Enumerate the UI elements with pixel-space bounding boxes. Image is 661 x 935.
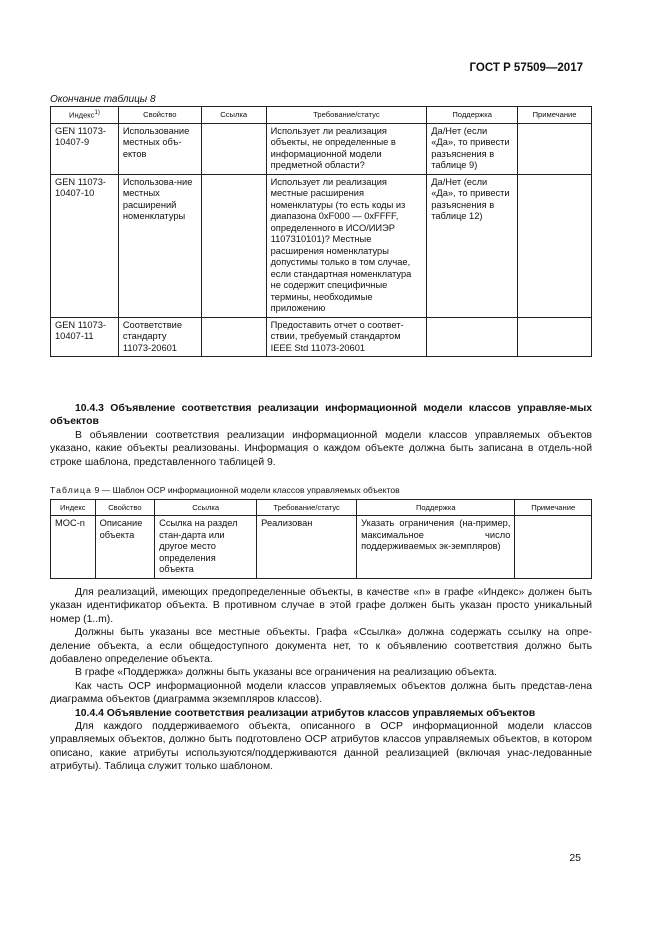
page-number: 25 bbox=[569, 852, 581, 864]
cell-note bbox=[518, 123, 592, 174]
cell-support: Да/Нет (если «Да», то привести разъяснения в таблице 12) bbox=[427, 174, 518, 317]
cell-requirement: Реализован bbox=[257, 516, 357, 579]
paragraph: В объявлении соответствия реализации информационной модели классов управляемых объектов указано, какие объекты реализованы. Информация о каждом объекте должна быть записана в отдель-ной строке шаблона, представленного таблицей 9. bbox=[50, 429, 592, 468]
table-8 bbox=[50, 106, 592, 357]
cell-property: Использова-ние местных расширений номенклатуры bbox=[118, 174, 201, 317]
cell-requirement: Предоставить отчет о соответ-ствии, требуемый стандартом IEEE Std 11073-20601 bbox=[266, 317, 427, 357]
col-header-index: Индекс$^{1)}$ bbox=[51, 107, 119, 124]
cell-index: GEN 11073-10407-10 bbox=[51, 174, 119, 317]
cell-index: GEN 11073-10407-9 bbox=[51, 123, 119, 174]
paragraph: В графе «Поддержка» должны быть указаны все ограничения на реализацию объекта. bbox=[75, 667, 497, 679]
col-header-property: Свойство bbox=[95, 500, 155, 516]
col-header-reference: Ссылка bbox=[201, 107, 266, 124]
col-header-support: Поддержка bbox=[357, 500, 515, 516]
cell-reference bbox=[201, 317, 266, 357]
cell-property: Описание объекта bbox=[95, 516, 155, 579]
cell-index: GEN 11073-10407-11 bbox=[51, 317, 119, 357]
cell-note bbox=[515, 516, 592, 579]
table9-caption bbox=[50, 485, 400, 495]
table-row bbox=[51, 123, 592, 174]
table9-caption-label: Таблица bbox=[50, 485, 93, 495]
table-header-row bbox=[51, 107, 592, 124]
cell-reference bbox=[201, 123, 266, 174]
table-row bbox=[51, 516, 592, 579]
section-heading-1043: 10.4.3 Объявление соответствия реализации информационной модели классов управляе-мых объектов bbox=[50, 403, 592, 428]
cell-requirement: Использует ли реализация местные расширения номенклатуры (то есть коды из диапазона 0xF000 — 0xFFFF, определенного в ИСО/ИИЭР 1107310101)? Местные расширения номенклатуры допустимы только в том случае, если стандартная номенклатура не содержит специфичные термины, необходимые приложению bbox=[266, 174, 427, 317]
section-1043 bbox=[50, 402, 592, 469]
col-header-property: Свойство bbox=[118, 107, 201, 124]
col-header-requirement: Требование/статус bbox=[257, 500, 357, 516]
table-row bbox=[51, 174, 592, 317]
cell-index: MOC-n bbox=[51, 516, 96, 579]
cell-note bbox=[518, 174, 592, 317]
col-header-reference: Ссылка bbox=[155, 500, 257, 516]
cell-reference bbox=[201, 174, 266, 317]
col-header-note: Примечание bbox=[515, 500, 592, 516]
table-9 bbox=[50, 499, 592, 579]
cell-note bbox=[518, 317, 592, 357]
paragraph: Как часть ОСР информационной модели классов управляемых объектов должна быть представ-лена диаграмма объектов (диаграмма экземпляров классов). bbox=[50, 680, 592, 706]
paragraph: Должны быть указаны все местные объекты. Графа «Ссылка» должна содержать ссылку на опре-деление объекта, а если общедоступного документа нет, то к объявлению соответствия должно быть добавлено определение объекта. bbox=[50, 627, 592, 666]
paragraph: Для реализаций, имеющих предопределенные объекты, в качестве «n» в графе «Индекс» должен быть указан идентификатор объекта. В противном случае в этой графе должен быть указан просто уникальный номер (1..m). bbox=[50, 587, 592, 625]
body-text bbox=[50, 586, 592, 774]
col-header-requirement: Требование/статус bbox=[266, 107, 427, 124]
paragraph: Для каждого поддерживаемого объекта, описанного в ОСР информационной модели классов управляемых объектов, должно быть подготовлено ОСР атрибутов классов управляемых объектов, в котором описано, какие атрибуты используются/поддерживаются данной реализацией (включая унас-ледованные атрибуты). Таблица служит только шаблоном. bbox=[50, 721, 592, 773]
cell-support: Да/Нет (если «Да», то привести разъяснения в таблице 9) bbox=[427, 123, 518, 174]
col-header-support: Поддержка bbox=[427, 107, 518, 124]
cell-property: Соответствие стандарту 11073-20601 bbox=[118, 317, 201, 357]
table-header-row bbox=[51, 500, 592, 516]
table-row bbox=[51, 317, 592, 357]
table9-caption-text: 9 — Шаблон ОСР информационной модели классов управляемых объектов bbox=[94, 485, 400, 495]
section-heading-1044: 10.4.4 Объявление соответствия реализации атрибутов классов управляемых объектов bbox=[75, 707, 536, 719]
cell-support bbox=[427, 317, 518, 357]
table8-caption: Окончание таблицы 8 bbox=[50, 94, 156, 105]
col-header-index: Индекс bbox=[51, 500, 96, 516]
cell-support: Указать ограничения (на-пример, максимальное число поддерживаемых эк-земпляров) bbox=[357, 516, 515, 579]
document-id: ГОСТ Р 57509—2017 bbox=[469, 62, 583, 74]
col-header-note: Примечание bbox=[518, 107, 592, 124]
cell-property: Использование местных объ-ектов bbox=[118, 123, 201, 174]
cell-reference: Ссылка на раздел стан-дарта или другое место определения объекта bbox=[155, 516, 257, 579]
cell-requirement: Использует ли реализация объекты, не определенные в информационной модели предметной области? bbox=[266, 123, 427, 174]
